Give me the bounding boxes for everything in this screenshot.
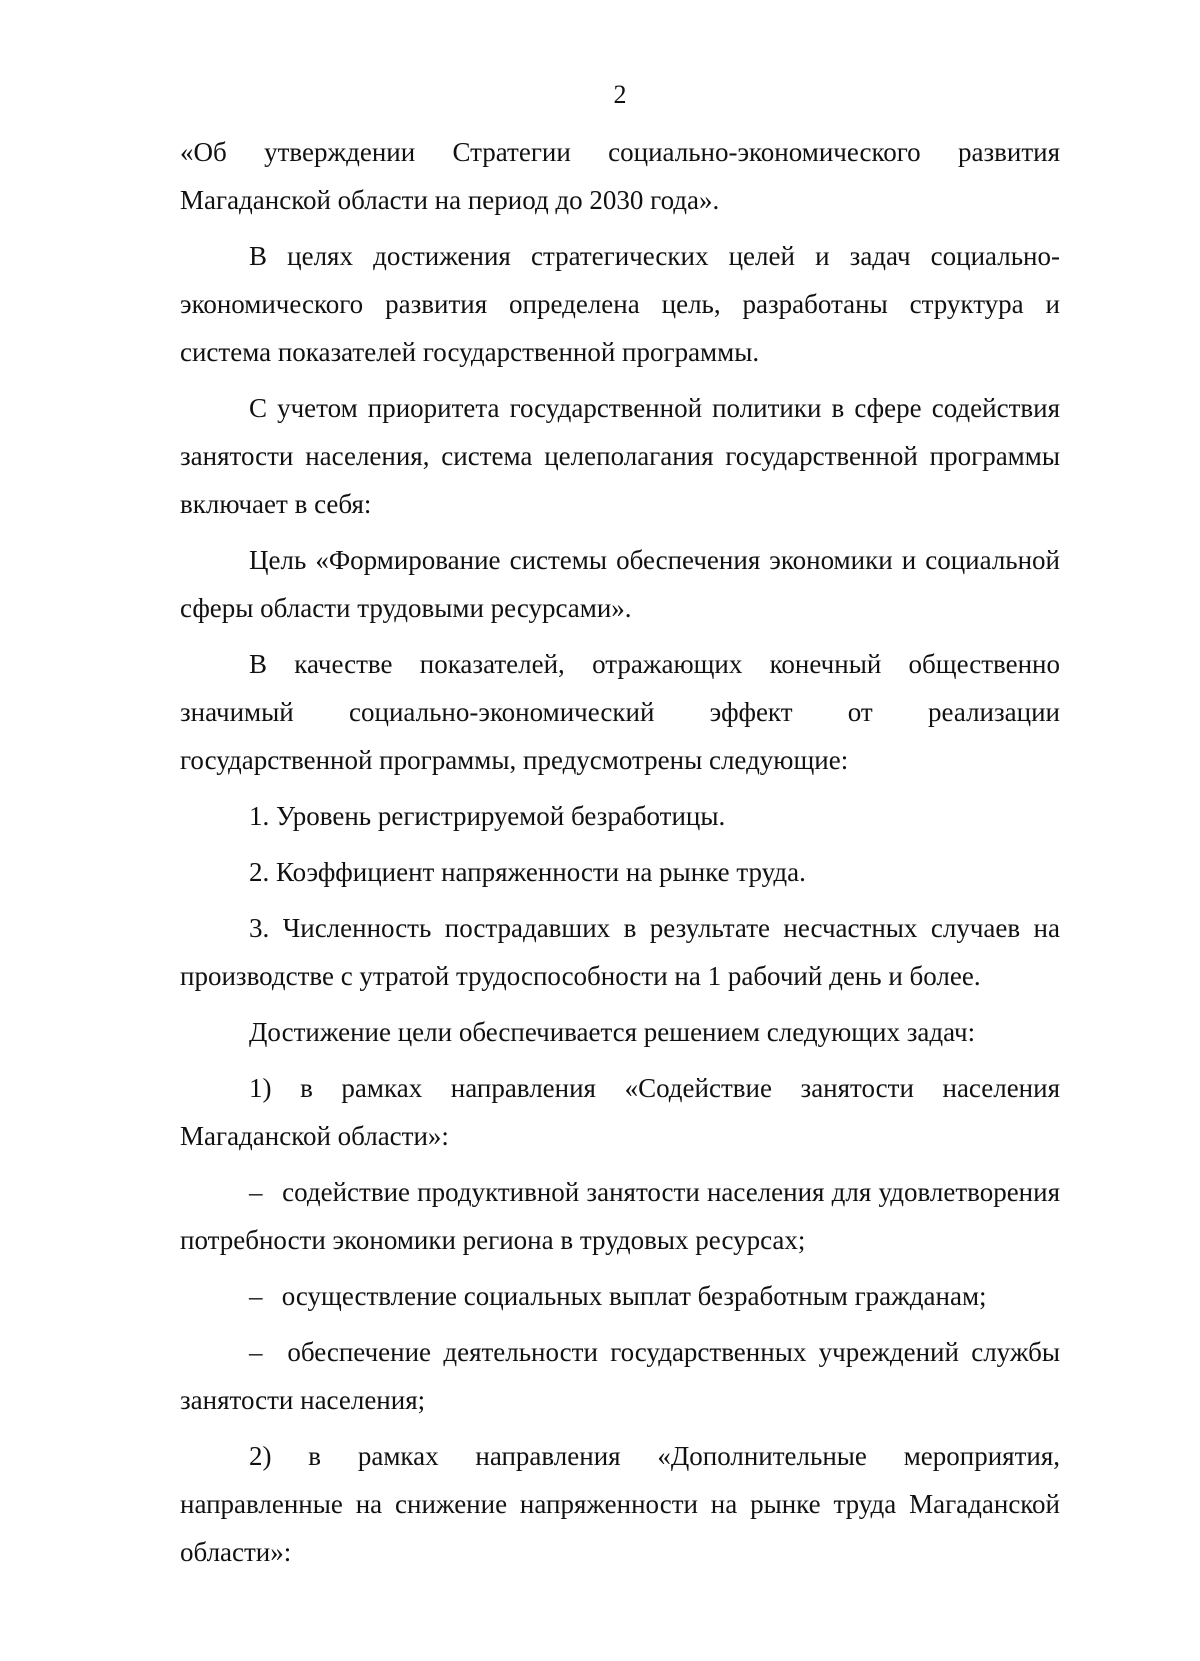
dash-marker: – [249, 1177, 263, 1207]
document-body [180, 128, 1060, 1576]
paragraph-priority: С учетом приоритета государственной политики в сфере содействия занятости населения, система целеполагания государственной программы включает в себя: [180, 393, 1060, 519]
task-bullet-3 [180, 1328, 1060, 1424]
dash-marker: – [249, 1281, 263, 1311]
paragraph-goals: В целях достижения стратегических целей и задач социально-экономического развития определена цель, разработаны структура и система показателей государственной программы. [180, 241, 1060, 367]
paragraph-indicators-intro: В качестве показателей, отражающих конечный общественно значимый социально-экономический эффект от реализации государственной программы, предусмотрены следующие: [180, 649, 1060, 775]
task-bullet-1 [180, 1168, 1060, 1264]
indicator-item-3: 3. Численность пострадавших в результате несчастных случаев на производстве с утратой трудоспособности на 1 рабочий день и более. [180, 913, 1060, 991]
indicator-item-2: 2. Коэффициент напряженности на рынке труда. [249, 857, 806, 887]
paragraph-tasks-intro: Достижение цели обеспечивается решением следующих задач: [249, 1017, 976, 1047]
task-bullet-text: обеспечение деятельности государственных учреждений службы занятости населения; [180, 1337, 1061, 1415]
task-bullet-text: осуществление социальных выплат безработным гражданам; [281, 1281, 987, 1311]
task-direction-2: 2) в рамках направления «Дополнительные мероприятия, направленные на снижение напряженности на рынке труда Магаданской области»: [180, 1441, 1060, 1567]
paragraph-goal-statement: Цель «Формирование системы обеспечения экономики и социальной сферы области трудовыми ресурсами». [180, 545, 1060, 623]
task-direction-1: 1) в рамках направления «Содействие занятости населения Магаданской области»: [180, 1073, 1060, 1151]
task-bullet-text: содействие продуктивной занятости населения для удовлетворения потребности экономики региона в трудовых ресурсах; [180, 1177, 1060, 1255]
paragraph-strategy-title: «Об утверждении Стратегии социально-экономического развития Магаданской области на период до 2030 года». [180, 137, 1060, 215]
dash-marker: – [249, 1337, 263, 1367]
indicator-item-1: 1. Уровень регистрируемой безработицы. [249, 801, 726, 831]
task-bullet-2 [180, 1272, 1060, 1320]
page-number: 2 [613, 80, 627, 109]
